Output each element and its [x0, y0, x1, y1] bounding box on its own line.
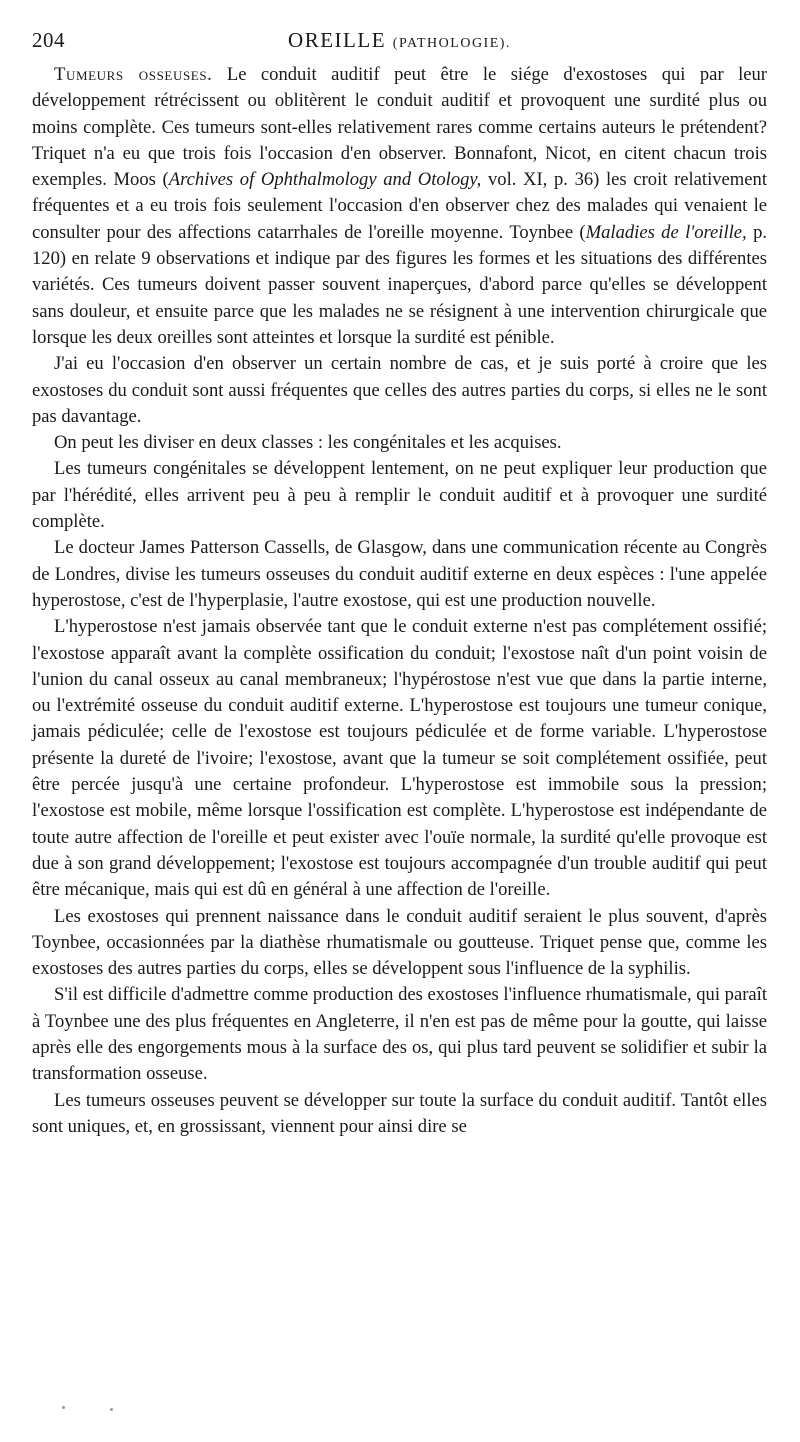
running-title-main: OREILLE — [288, 28, 387, 52]
print-speck — [110, 1408, 113, 1411]
page-number: 204 — [32, 28, 65, 52]
paragraph-text: vol. XI, p. 36) les croit relativement fréquentes et a eu trois fois seulement l'occasion d'en observer chez des malades qui venaient le consulter pour des affections catarrhales de l'oreille moyenne. Toynbee ( — [32, 169, 767, 243]
paragraph: On peut les diviser en deux classes : les congénitales et les acquises. — [54, 432, 562, 454]
paragraph-tumeurs-osseuses — [32, 62, 767, 351]
paragraph: Les tumeurs congénitales se développent lentement, on ne peut expliquer leur production que par l'hérédité, elles arrivent peu à peu à remplir le conduit auditif et à provoquer une surdité complète. — [32, 458, 767, 533]
paragraph: L'hyperostose n'est jamais observée tant que le conduit externe n'est pas complétement ossifié; l'exostose apparaît avant la complète ossification du conduit; l'exostose naît d'un point voisin de l'union du canal osseux au canal membraneux; l'hypérostose n'est vue que dans la partie interne, ou l'extrémité osseuse du conduit auditif externe. L'hyperostose est toujours une tumeur conique, jamais pédiculée; celle de l'exostose est toujours pédiculée et de forme variable. L'hyperostose présente la dureté de l'ivoire; l'exostose, avant que la tumeur se soit complétement ossifiée, peut être percée jusqu'à une certaine profondeur. L'hyperostose est immobile sous la pression; l'exostose est mobile, même lorsque l'ossification est complète. L'hyperostose est indépendante de toute autre affection de l'oreille et peut exister avec l'ouïe normale, la surdité qu'elle provoque est due à son grand développement; l'exostose est toujours accompagnée d'un trouble auditif qui peut être mécanique, mais qui est dû en général à une affection de l'oreille. — [32, 616, 767, 901]
paragraph: J'ai eu l'occasion d'en observer un certain nombre de cas, et je suis porté à croire que les exostoses du conduit sont aussi fréquentes que celles des autres parties du corps, si elles ne le sont pas davantage. — [32, 353, 767, 427]
citation-title: Archives of Ophthalmology and Otology, — [168, 169, 482, 191]
paragraph-text: p. 120) en relate 9 observations et indique par des figures les formes et les situations des différentes variétés. Ces tumeurs doivent passer souvent inaperçues, d'abord parce qu'elles se développent sans douleur, et ensuite parce que les malades ne se résignent à une intervention chirurgicale que lorsque les deux oreilles sont atteintes et lorsque la surdité est pénible. — [32, 221, 768, 348]
paragraph: Les tumeurs osseuses peuvent se développer sur toute la surface du conduit auditif. Tantôt elles sont uniques, et, en grossissant, viennent pour ainsi dire se — [32, 1089, 767, 1137]
paragraph-text: Le conduit auditif peut être le siége d'exostoses qui par leur développement rétrécissent ou oblitèrent le conduit auditif et provoquent une surdité plus ou moins complète. Ces tumeurs sont-elles relativement rares comme certains auteurs le prétendent? Triquet n'a eu que trois fois l'occasion d'en observer. Bonnafont, Nicot, en citent chacun trois exemples. Moos ( — [32, 64, 767, 191]
paragraph: S'il est difficile d'admettre comme production des exostoses l'influence rhumatismale, qui paraît à Toynbee une des plus fréquentes en Angleterre, il n'en est pas de même pour la goutte, qui laisse après elle des engorgements mous à la surface des os, qui plus tard peuvent se solidifier et subir la transformation osseuse. — [32, 984, 767, 1085]
running-title — [32, 28, 767, 53]
paragraph: Les exostoses qui prennent naissance dans le conduit auditif seraient le plus souvent, d'après Toynbee, occasionnées par la diathèse rhumatismale ou goutteuse. Triquet pense que, comme les exostoses des autres parties du corps, elles se développent sous l'influence de la syphilis. — [32, 905, 767, 980]
citation-title: Maladies de l'oreille, — [585, 221, 747, 243]
book-page — [32, 28, 767, 1140]
print-speck — [62, 1406, 65, 1409]
body-text — [32, 62, 767, 1140]
running-title-subtitle: (PATHOLOGIE). — [392, 36, 511, 51]
section-lead-in: Tumeurs osseuses. — [54, 64, 213, 85]
paragraph: Le docteur James Patterson Cassells, de Glasgow, dans une communication récente au Congrès de Londres, divise les tumeurs osseuses du conduit auditif externe en deux espèces : l'une appelée hyperostose, c'est de l'hyperplasie, l'autre exostose, qui est une production nouvelle. — [32, 537, 767, 611]
running-head — [32, 28, 767, 62]
